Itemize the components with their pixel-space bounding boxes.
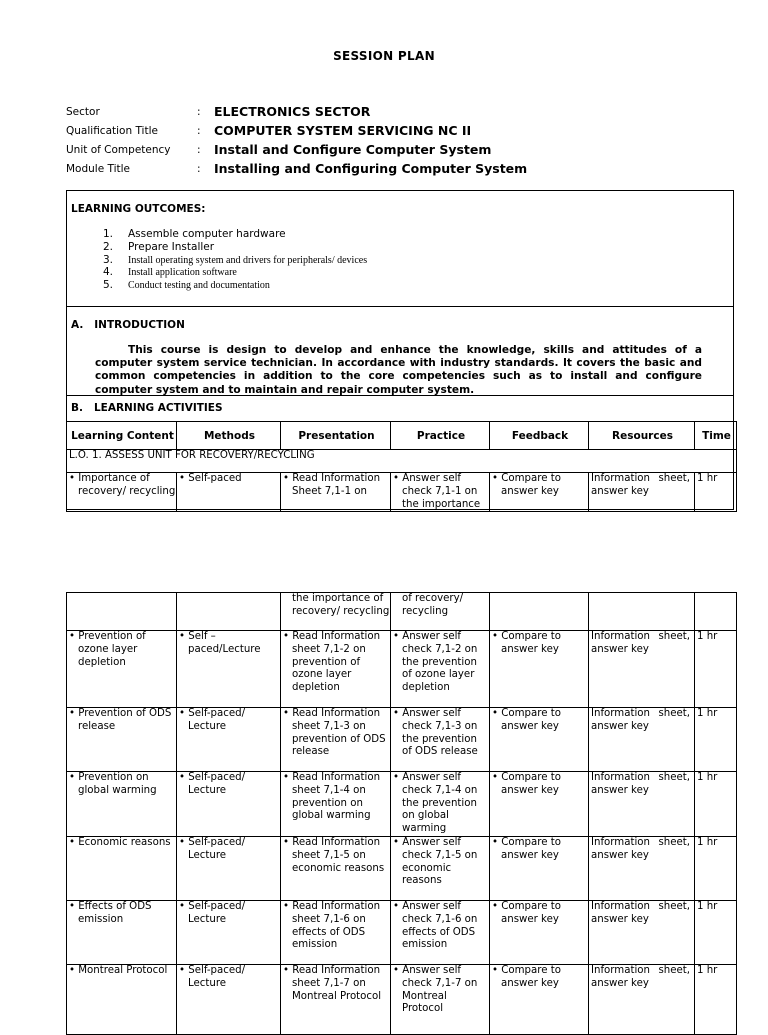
cell-text: • Answer self check 7,1-4 on the prevention on global warming	[393, 772, 489, 836]
column-header-resources: Resources	[589, 422, 695, 450]
cell-text: • Read Information sheet 7,1-4 on prevention on global warming	[283, 772, 390, 823]
learning-outcome-text: Conduct testing and documentation	[128, 280, 270, 292]
module-title-label: Module Title	[66, 163, 131, 175]
cell-text: • Answer self check 7,1-5 on economic reasons	[393, 837, 489, 888]
table-row	[67, 473, 737, 512]
cell-resources: Information sheet, answer key	[589, 631, 695, 708]
cell-resources: Information sheet, answer key	[589, 901, 695, 965]
cell-practice	[391, 901, 490, 965]
cell-text: • Answer self check 7,1-6 on effects of ODS emission	[393, 901, 489, 952]
cell-text: • Read Information sheet 7,1-2 on prevention of ozone layer depletion	[283, 631, 390, 695]
cell-presentation: the importance of recovery/ recycling	[281, 593, 391, 631]
cell-text: • Prevention of ozone layer depletion	[69, 631, 176, 669]
cell-practice	[391, 631, 490, 708]
cell-methods	[177, 593, 281, 631]
cell-text: • Prevention on global warming	[69, 772, 176, 798]
page-title: SESSION PLAN	[333, 49, 435, 63]
cell-text: • Read Information sheet 7,1-5 on economic reasons	[283, 837, 390, 875]
cell-text: • Read Information sheet 7,1-3 on prevention of ODS release	[283, 708, 390, 759]
table-row	[67, 965, 737, 1035]
column-header-time: Time	[695, 422, 737, 450]
cell-practice	[391, 772, 490, 837]
cell-feedback	[490, 772, 589, 837]
cell-methods	[177, 837, 281, 901]
cell-text: • Compare to answer key	[492, 473, 588, 499]
cell-learning-content	[67, 837, 177, 901]
cell-text: • Montreal Protocol	[69, 965, 176, 978]
cell-text: • Answer self check 7,1-1 on the importance	[393, 473, 489, 511]
column-header-presentation: Presentation	[281, 422, 391, 450]
learning-outcome-number: 1.	[103, 228, 114, 240]
cell-presentation	[281, 772, 391, 837]
cell-text: • Read Information sheet 7,1-7 on Montreal Protocol	[283, 965, 390, 1003]
cell-text: • Answer self check 7,1-7 on Montreal Protocol	[393, 965, 489, 1016]
cell-practice	[391, 965, 490, 1035]
cell-text: • Effects of ODS emission	[69, 901, 176, 927]
cell-learning-content	[67, 631, 177, 708]
learning-outcome-number: 4.	[103, 266, 114, 279]
cell-practice	[391, 837, 490, 901]
divider	[67, 395, 733, 396]
cell-learning-content	[67, 901, 177, 965]
cell-methods	[177, 473, 281, 512]
learning-outcomes-heading: LEARNING OUTCOMES:	[71, 203, 206, 215]
cell-presentation	[281, 708, 391, 772]
introduction-heading: A. INTRODUCTION	[71, 319, 185, 331]
cell-text: • Compare to answer key	[492, 772, 588, 798]
cell-text: • Economic reasons	[69, 837, 176, 850]
cell-feedback	[490, 631, 589, 708]
table-header-row	[67, 422, 737, 450]
learning-outcome-number: 5.	[103, 279, 114, 292]
colon-separator: :	[197, 106, 201, 118]
cell-text: • Self-paced/ Lecture	[179, 708, 280, 734]
cell-text: • Self – paced/Lecture	[179, 631, 280, 657]
column-header-feedback: Feedback	[490, 422, 589, 450]
learning-outcome-text: Prepare Installer	[128, 240, 215, 253]
cell-text: • Compare to answer key	[492, 837, 588, 863]
learning-outcome-text: Install application software	[128, 267, 237, 279]
table-row	[67, 631, 737, 708]
cell-feedback	[490, 708, 589, 772]
qualification-title-value: COMPUTER SYSTEM SERVICING NC II	[214, 123, 472, 138]
learning-outcome-number: 3.	[103, 253, 114, 266]
cell-resources: Information sheet, answer key	[589, 837, 695, 901]
cell-resources: Information sheet, answer key	[589, 708, 695, 772]
cell-methods	[177, 965, 281, 1035]
table-row	[67, 837, 737, 901]
cell-methods	[177, 708, 281, 772]
cell-text: • Self-paced/ Lecture	[179, 901, 280, 927]
cell-text: • Answer self check 7,1-2 on the prevention of ozone layer depletion	[393, 631, 489, 695]
cell-resources	[589, 593, 695, 631]
cell-presentation	[281, 901, 391, 965]
lo1-title: L.O. 1. ASSESS UNIT FOR RECOVERY/RECYCLING	[67, 450, 737, 473]
unit-of-competency-label: Unit of Competency	[66, 144, 171, 156]
cell-text: • Self-paced	[179, 473, 280, 486]
column-header-learning-content: Learning Content	[67, 422, 177, 450]
cell-time	[695, 593, 737, 631]
lo1-title-row	[67, 450, 737, 473]
cell-resources: Information sheet, answer key	[589, 473, 695, 512]
module-title-value: Installing and Configuring Computer System	[214, 161, 528, 176]
introduction-text: This course is design to develop and enhance the knowledge, skills and attitudes of a computer system service technician. In accordance with industry standards. It covers the basic and common competencies in addition to the core competencies such as to install and configure computer system and to maintain and repair computer system.	[95, 344, 702, 396]
colon-separator: :	[197, 125, 201, 137]
cell-text: • Self-paced/ Lecture	[179, 772, 280, 798]
table-row	[67, 708, 737, 772]
cell-learning-content	[67, 772, 177, 837]
learning-outcome-text: Assemble computer hardware	[128, 228, 286, 240]
column-header-practice: Practice	[391, 422, 490, 450]
table-row	[67, 593, 737, 631]
cell-presentation	[281, 837, 391, 901]
cell-learning-content	[67, 473, 177, 512]
cell-text: • Self-paced/ Lecture	[179, 837, 280, 863]
unit-of-competency-value: Install and Configure Computer System	[214, 142, 492, 157]
cell-time: 1 hr	[695, 837, 737, 901]
colon-separator: :	[197, 163, 201, 175]
cell-learning-content	[67, 965, 177, 1035]
cell-time: 1 hr	[695, 965, 737, 1035]
cell-resources: Information sheet, answer key	[589, 965, 695, 1035]
cell-learning-content	[67, 708, 177, 772]
cell-text: • Read Information Sheet 7,1-1 on	[283, 473, 390, 499]
cell-time: 1 hr	[695, 473, 737, 512]
cell-learning-content	[67, 593, 177, 631]
cell-resources: Information sheet, answer key	[589, 772, 695, 837]
colon-separator: :	[197, 144, 201, 156]
cell-text: • Importance of recovery/ recycling	[69, 473, 176, 499]
qualification-title-label: Qualification Title	[66, 125, 158, 137]
cell-time: 1 hr	[695, 772, 737, 837]
cell-text: • Compare to answer key	[492, 901, 588, 927]
cell-text: • Self-paced/ Lecture	[179, 965, 280, 991]
cell-practice	[391, 708, 490, 772]
cell-feedback	[490, 901, 589, 965]
cell-practice: of recovery/ recycling	[391, 593, 490, 631]
table-row	[67, 772, 737, 837]
sector-value: ELECTRONICS SECTOR	[214, 104, 371, 119]
learning-outcome-text: Install operating system and drivers for peripherals/ devices	[128, 254, 368, 266]
column-header-methods: Methods	[177, 422, 281, 450]
cell-presentation	[281, 473, 391, 512]
learning-activities-table	[66, 421, 737, 512]
cell-time: 1 hr	[695, 708, 737, 772]
table-row	[67, 901, 737, 965]
cell-text: • Read Information sheet 7,1-6 on effects of ODS emission	[283, 901, 390, 952]
cell-text: • Compare to answer key	[492, 965, 588, 991]
learning-activities-heading: B. LEARNING ACTIVITIES	[71, 402, 223, 414]
cell-text: • Compare to answer key	[492, 631, 588, 657]
cell-feedback	[490, 473, 589, 512]
cell-methods	[177, 772, 281, 837]
cell-time: 1 hr	[695, 901, 737, 965]
cell-presentation	[281, 965, 391, 1035]
cell-practice	[391, 473, 490, 512]
learning-activities-table-continued	[66, 592, 737, 1035]
learning-outcomes-section	[67, 191, 733, 307]
cell-methods	[177, 901, 281, 965]
cell-feedback	[490, 593, 589, 631]
sector-label: Sector	[66, 106, 100, 118]
cell-feedback	[490, 965, 589, 1035]
learning-outcome-number: 2.	[103, 240, 114, 253]
cell-feedback	[490, 837, 589, 901]
cell-presentation	[281, 631, 391, 708]
cell-text: • Compare to answer key	[492, 708, 588, 734]
cell-time: 1 hr	[695, 631, 737, 708]
cell-text: • Answer self check 7,1-3 on the prevention of ODS release	[393, 708, 489, 759]
cell-text: • Prevention of ODS release	[69, 708, 176, 734]
cell-methods	[177, 631, 281, 708]
